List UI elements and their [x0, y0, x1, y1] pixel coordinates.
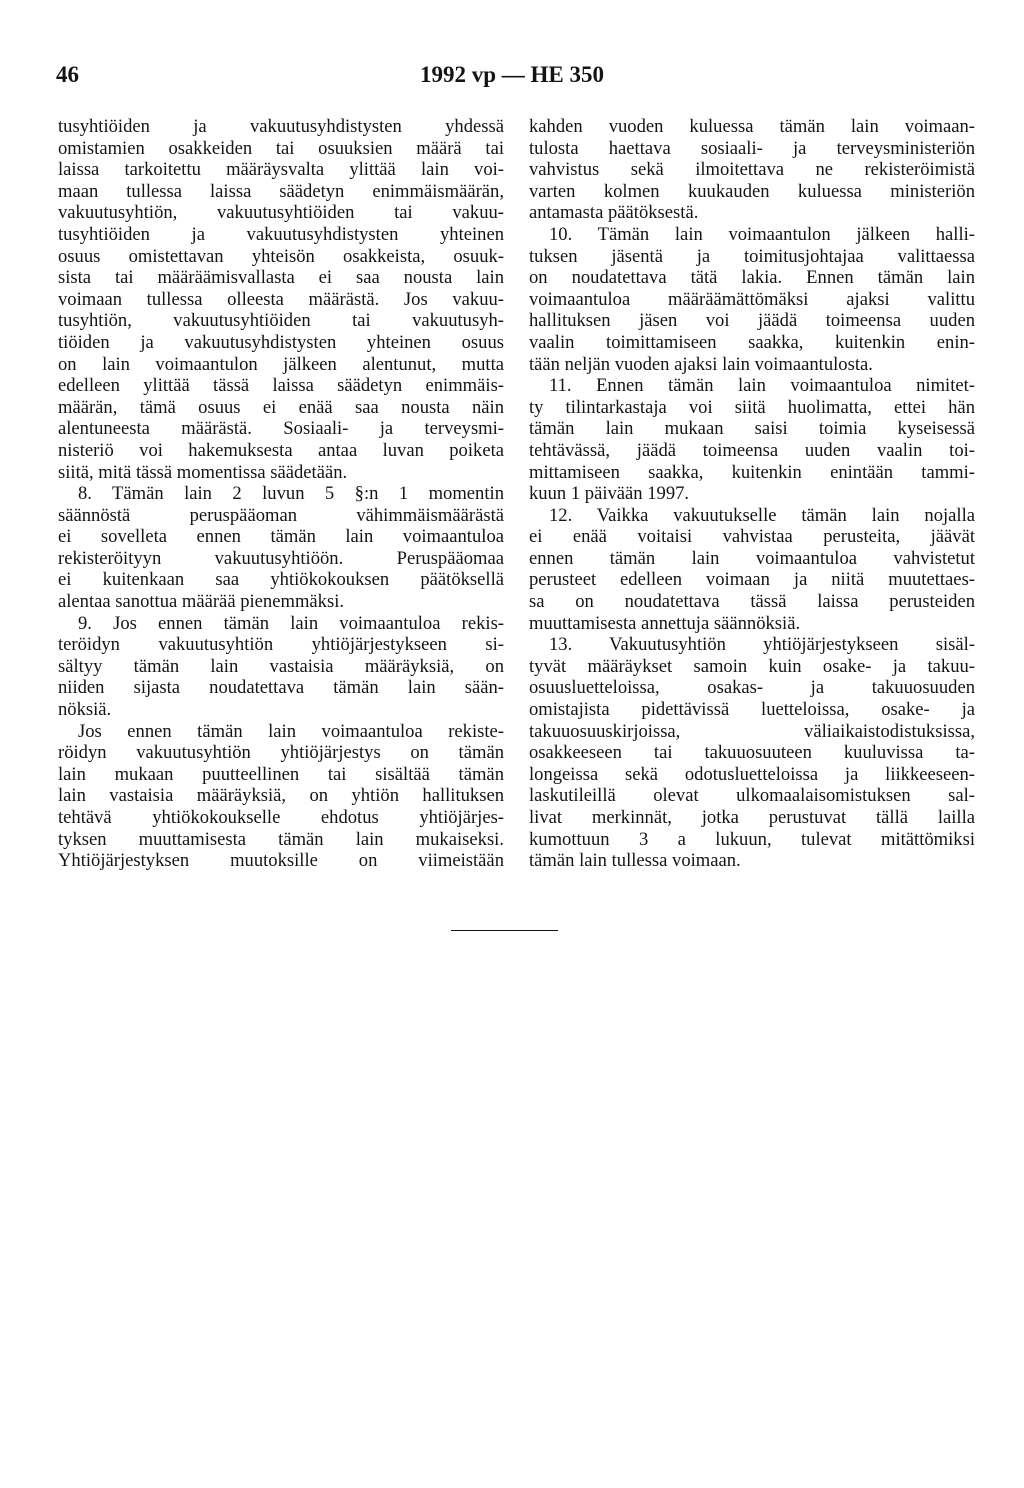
text-line: vaalin toimittamiseen saakka, kuitenkin enin- [529, 331, 975, 353]
text-line: maan tullessa laissa säädetyn enimmäismäärän, [58, 180, 504, 202]
text-line: lain mukaan puutteellinen tai sisältää tämän [58, 763, 504, 785]
text-line: vakuutusyhtiön, vakuutusyhtiöiden tai vakuu- [58, 202, 504, 224]
page-number: 46 [56, 62, 79, 87]
end-rule [451, 930, 558, 931]
text-line: osuus omistettavan yhteisön osakkeista, osuuk- [58, 245, 504, 267]
text-line: niiden sijasta noudatettava tämän lain sään- [58, 677, 504, 699]
text-line: laskutileillä olevat ulkomaalaisomistuksen sal- [529, 785, 975, 807]
text-line: tuksen jäsentä ja toimitusjohtajaa valittaessa [529, 245, 975, 267]
text-line: tehtävä yhtiökokoukselle ehdotus yhtiöjärjes- [58, 807, 504, 828]
text-line: ty tilintarkastaja voi siitä huolimatta, ettei hän [529, 396, 975, 418]
text-line: tehtävässä, jäädä toimeensa uuden vaalin toi- [529, 439, 975, 461]
text-line: 11. Ennen tämän lain voimaantuloa nimitet- [549, 375, 975, 397]
text-line: tyvät määräykset samoin kuin osake- ja takuu- [529, 655, 975, 677]
text-line: 13. Vakuutusyhtiön yhtiöjärjestykseen sisäl- [549, 634, 975, 656]
text-line: ei sovelleta ennen tämän lain voimaantuloa [58, 526, 504, 548]
text-line: laissa tarkoitettu määräysvalta ylittää lain voi- [58, 159, 504, 181]
right-column [529, 116, 975, 872]
text-line: kahden vuoden kuluessa tämän lain voimaan- [529, 116, 975, 137]
text-line: tään neljän vuoden ajaksi lain voimaantulosta. [529, 353, 873, 375]
text-line: nisteriö voi hakemuksesta antaa luvan poiketa [58, 439, 504, 461]
left-column [58, 116, 504, 872]
text-line: omistamien osakkeiden tai osuuksien määrä tai [58, 137, 504, 159]
text-line: livat merkinnät, jotka perustuvat tällä lailla [529, 807, 975, 828]
text-line: 12. Vaikka vakuutukselle tämän lain nojalla [549, 504, 975, 526]
text-line: siitä, mitä tässä momentissa säädetään. [58, 461, 348, 483]
text-line: säännöstä peruspääoman vähimmäismäärästä [58, 504, 504, 526]
text-line: varten kolmen kuukauden kuluessa ministeriön [529, 180, 975, 202]
text-line: on lain voimaantulon jälkeen alentunut, mutta [58, 353, 504, 375]
text-line: alentaa sanottua määrää pienemmäksi. [58, 591, 345, 613]
text-line: tusyhtiöiden ja vakuutusyhdistysten yhdessä [58, 116, 504, 137]
text-line: röidyn vakuutusyhtiön yhtiöjärjestys on tämän [58, 742, 504, 764]
text-line: tusyhtiön, vakuutusyhtiöiden tai vakuutusyh- [58, 310, 504, 332]
text-line: edelleen ylittää tässä laissa säädetyn enimmäis- [58, 375, 504, 397]
text-line: tyksen muuttamisesta tämän lain mukaiseksi. [58, 828, 504, 850]
text-line: rekisteröityyn vakuutusyhtiöön. Peruspääomaa [58, 547, 504, 569]
text-line: tulosta haettava sosiaali- ja terveysministeriön [529, 137, 975, 159]
text-line: kumottuun 3 a lukuun, tulevat mitättömiksi [529, 828, 975, 850]
text-line: tämän lain mukaan saisi toimia kyseisessä [529, 418, 975, 440]
text-line: tusyhtiöiden ja vakuutusyhdistysten yhteinen [58, 223, 504, 245]
text-line: omistajista pidettävissä luetteloissa, osake- ja [529, 699, 975, 721]
text-line: määrän, tämä osuus ei enää saa nousta näin [58, 396, 504, 418]
text-line: ei enää voitaisi vahvistaa perusteita, jäävät [529, 526, 975, 548]
text-line: antamasta päätöksestä. [529, 202, 699, 224]
text-line: longeissa sekä odotusluetteloissa ja liikkeeseen- [529, 763, 975, 785]
text-line: muuttamisesta annettuja säännöksiä. [529, 612, 801, 634]
text-line: ennen tämän lain voimaantuloa vahvistetut [529, 547, 975, 569]
text-line: perusteet edelleen voimaan ja niitä muutettaes- [529, 569, 975, 591]
text-line: takuuosuuskirjoissa, väliaikaistodistuksissa, [529, 720, 975, 742]
text-line: Yhtiöjärjestyksen muutoksille on viimeistään [58, 850, 504, 872]
text-line: lain vastaisia määräyksiä, on yhtiön hallituksen [58, 785, 504, 807]
text-line: 10. Tämän lain voimaantulon jälkeen halli- [549, 223, 975, 245]
text-line: 8. Tämän lain 2 luvun 5 §:n 1 momentin [78, 483, 504, 505]
text-line: alentuneesta määrästä. Sosiaali- ja terveysmi- [58, 418, 504, 440]
text-line: 9. Jos ennen tämän lain voimaantuloa rekis- [78, 612, 504, 634]
text-line: on noudatettava tätä lakia. Ennen tämän lain [529, 267, 975, 289]
text-line: tämän lain tullessa voimaan. [529, 850, 741, 872]
text-line: sista tai määräämisvallasta ei saa nousta lain [58, 267, 504, 289]
text-line: Jos ennen tämän lain voimaantuloa rekiste- [78, 720, 504, 742]
text-line: sältyy tämän lain vastaisia määräyksiä, on [58, 655, 504, 677]
running-head: 1992 vp — HE 350 [419, 62, 605, 87]
text-line: kuun 1 päivään 1997. [529, 483, 690, 505]
text-line: teröidyn vakuutusyhtiön yhtiöjärjestykseen si- [58, 634, 504, 656]
text-line: vahvistus sekä ilmoitettava ne rekisteröimistä [529, 159, 975, 181]
text-line: sa on noudatettava tässä laissa perusteiden [529, 591, 975, 613]
text-line: osuusluetteloissa, osakas- ja takuuosuuden [529, 677, 975, 699]
text-line: ei kuitenkaan saa yhtiökokouksen päätöksellä [58, 569, 504, 591]
text-line: tiöiden ja vakuutusyhdistysten yhteinen osuus [58, 331, 504, 353]
text-line: nöksiä. [58, 699, 112, 721]
text-line: voimaantuloa määräämättömäksi ajaksi valittu [529, 288, 975, 310]
text-line: voimaan tullessa olleesta määrästä. Jos vakuu- [58, 288, 504, 310]
text-line: hallituksen jäsen voi jäädä toimeensa uuden [529, 310, 975, 332]
text-line: mittamiseen saakka, kuitenkin enintään tammi- [529, 461, 975, 483]
text-line: osakkeeseen tai takuuosuuteen kuuluvissa ta- [529, 742, 975, 764]
